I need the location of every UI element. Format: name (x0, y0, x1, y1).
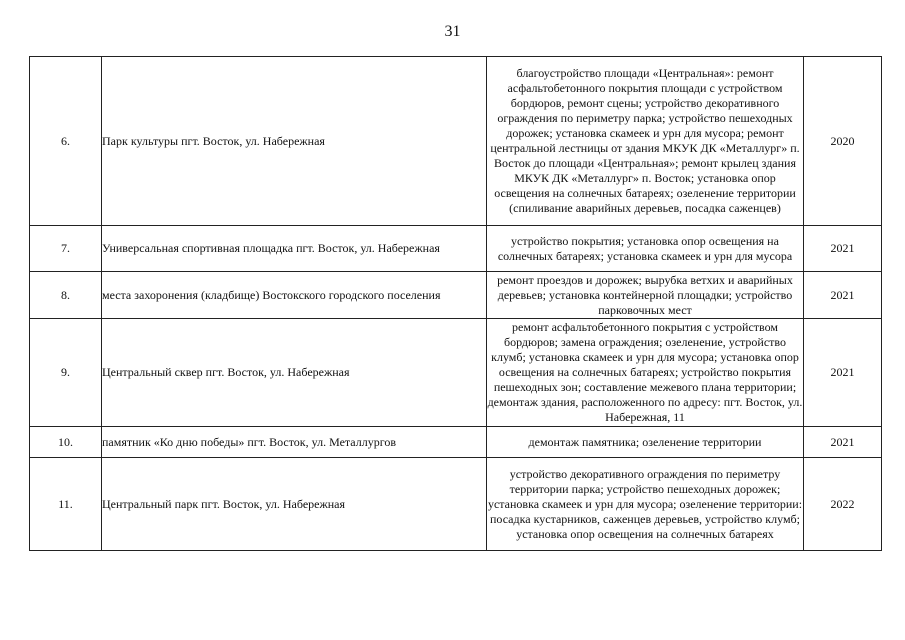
object-name: Центральный парк пгт. Восток, ул. Набережная (102, 458, 487, 551)
table-row (30, 319, 882, 427)
year: 2020 (804, 57, 882, 226)
table-row (30, 427, 882, 458)
table-row (30, 226, 882, 272)
year: 2021 (804, 226, 882, 272)
works-description: ремонт проездов и дорожек; вырубка ветхих и аварийных деревьев; установка контейнерной площадки; устройство парковочных мест (487, 272, 804, 319)
page-number: 31 (444, 23, 461, 40)
works-table (29, 56, 882, 551)
year: 2021 (804, 427, 882, 458)
object-name: памятник «Ко дню победы» пгт. Восток, ул. Металлургов (102, 427, 487, 458)
table-row (30, 458, 882, 551)
year: 2021 (804, 319, 882, 427)
works-description: устройство покрытия; установка опор освещения на солнечных батареях; установка скамеек и урн для мусора (487, 226, 804, 272)
works-description: устройство декоративного ограждения по периметру территории парка; устройство пешеходных дорожек; установка скамеек и урн для мусора; озеленение территории: посадка кустарников, саженцев деревьев, устройство клумб; установка опор освещения на солнечных батареях (487, 458, 804, 551)
row-number: 8. (30, 272, 102, 319)
object-name: Парк культуры пгт. Восток, ул. Набережная (102, 57, 487, 226)
object-name: Центральный сквер пгт. Восток, ул. Набережная (102, 319, 487, 427)
year: 2021 (804, 272, 882, 319)
works-description: благоустройство площади «Центральная»: ремонт асфальтобетонного покрытия площади с устройством бордюров, ремонт сцены; устройство декоративного ограждения по периметру парка; устройство пешеходных дорожек; установка скамеек и урн для мусора; ремонт центральной лестницы от здания МКУК ДК «Металлург» п. Восток до площади «Центральная»; ремонт крылец здания МКУК ДК «Металлург» п. Восток; установка опор освещения на солнечных батареях; озеленение территории (спиливание аварийных деревьев, посадка саженцев) (487, 57, 804, 226)
row-number: 6. (30, 57, 102, 226)
works-description: демонтаж памятника; озеленение территории (487, 427, 804, 458)
object-name: Универсальная спортивная площадка пгт. Восток, ул. Набережная (102, 226, 487, 272)
table-row (30, 57, 882, 226)
row-number: 7. (30, 226, 102, 272)
row-number: 10. (30, 427, 102, 458)
row-number: 9. (30, 319, 102, 427)
row-number: 11. (30, 458, 102, 551)
year: 2022 (804, 458, 882, 551)
object-name: места захоронения (кладбище) Востокского городского поселения (102, 272, 487, 319)
table-row (30, 272, 882, 319)
works-description: ремонт асфальтобетонного покрытия с устройством бордюров; замена ограждения; озеленение, устройство клумб; установка скамеек и урн для мусора; установка опор освещения на солнечных батареях; устройство покрытия пешеходных зон; составление межевого плана территории; демонтаж здания, расположенного по адресу: пгт. Восток, ул. Набережная, 11 (487, 319, 804, 427)
